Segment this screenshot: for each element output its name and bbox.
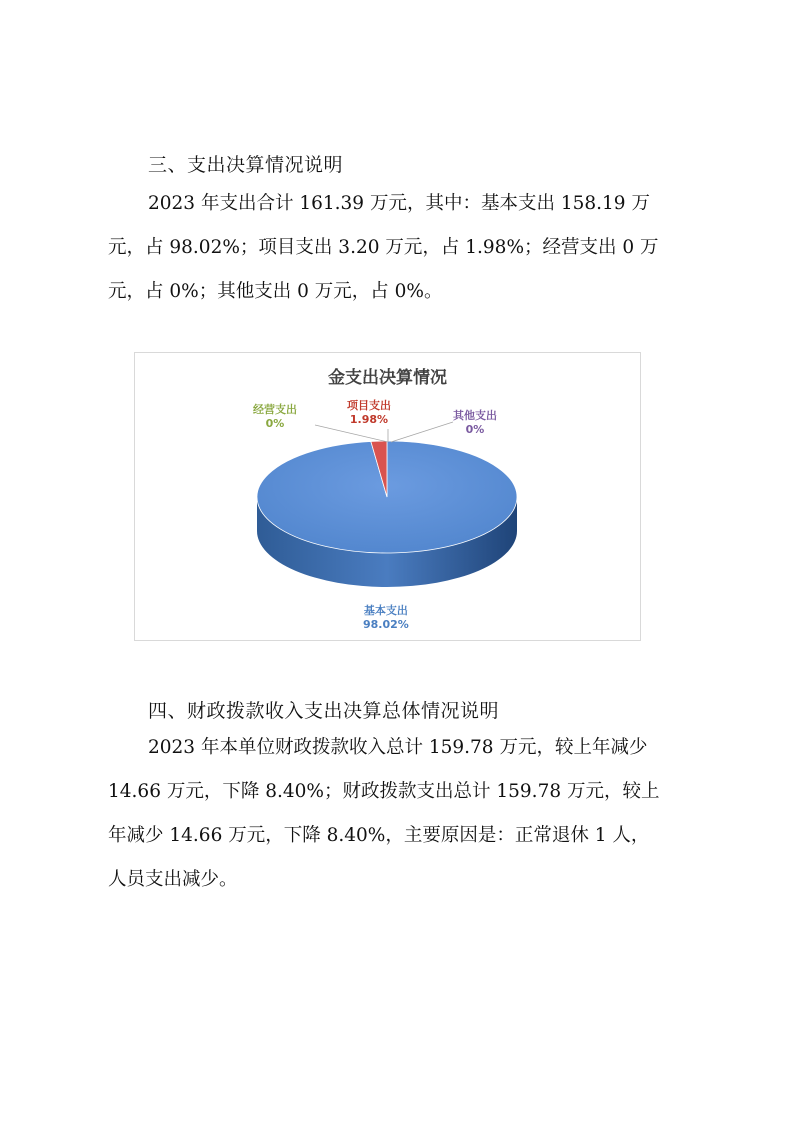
section3-line-3: 元，占 0%；其他支出 0 万元，占 0%。 [108,281,443,302]
leader-line-other [391,422,453,442]
slice-percent-project: 1.98% [349,413,389,426]
slice-label-project [347,399,391,427]
section3-line-2: 元，占 98.02%；项目支出 3.20 万元，占 1.98%；经营支出 0 万 [108,237,659,258]
section3-heading: 三、支出决算情况说明 [148,154,344,176]
section4-line-4: 人员支出减少。 [108,869,238,890]
slice-percent-other: 0% [465,423,485,436]
slice-name-operating: 经营支出 [253,403,297,416]
section4-heading: 四、财政拨款收入支出决算总体情况说明 [148,700,500,722]
expenditure-pie-chart [134,352,641,641]
slice-name-basic: 基本支出 [363,604,408,617]
slice-label-operating [253,403,297,431]
slice-percent-basic: 98.02% [363,618,409,631]
section4-line-1: 2023 年本单位财政拨款收入总计 159.78 万元，较上年减少 [148,737,648,758]
section4-paragraph [108,726,688,902]
section3-line-1: 2023 年支出合计 161.39 万元，其中：基本支出 158.19 万 [148,193,650,214]
chart-title: 金支出决算情况 [328,368,447,388]
slice-percent-operating: 0% [265,417,285,430]
pie-chart-svg [135,353,640,640]
slice-name-project: 项目支出 [347,399,391,412]
slice-label-other [453,409,497,437]
slice-label-basic [363,604,409,632]
leader-line-operating [315,425,388,442]
section4-line-3: 年减少 14.66 万元，下降 8.40%，主要原因是：正常退休 1 人， [108,825,650,846]
slice-name-other: 其他支出 [453,409,497,422]
section4-line-2: 14.66 万元，下降 8.40%；财政拨款支出总计 159.78 万元，较上 [108,781,660,802]
section3-paragraph [108,182,688,314]
